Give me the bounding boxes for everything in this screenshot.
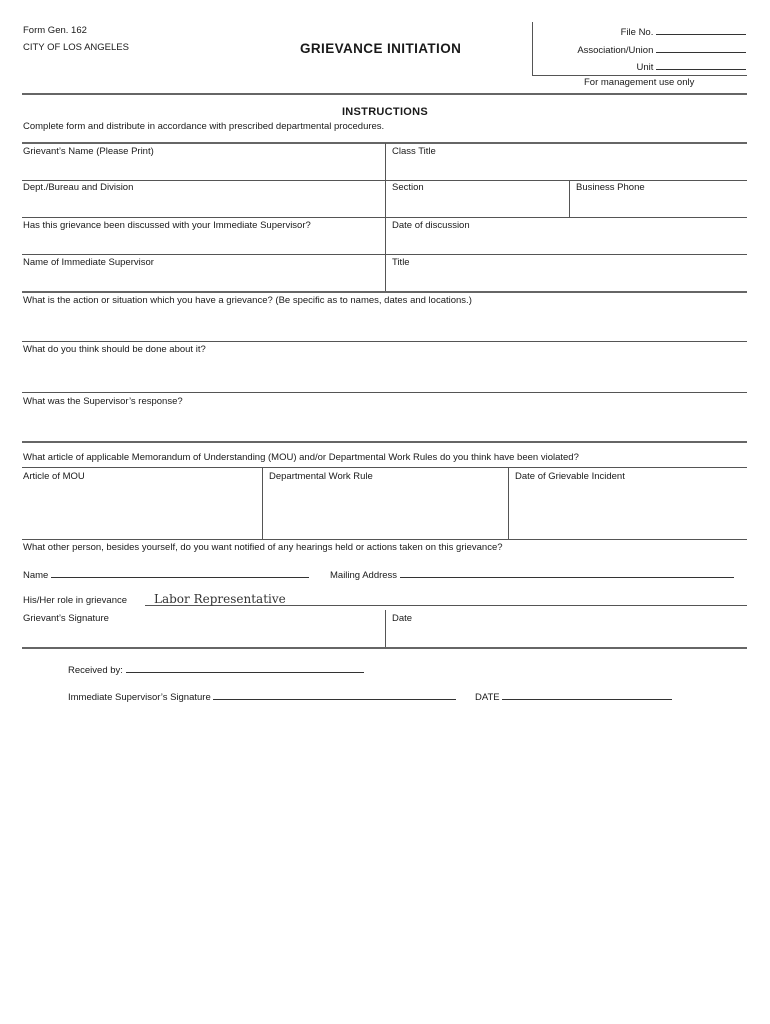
- header-divider: [22, 93, 747, 95]
- supervisor-response-question: What was the Supervisor’s response?: [23, 396, 183, 407]
- incident-date-field[interactable]: [515, 471, 743, 537]
- row4-rule: [22, 291, 747, 293]
- action-question: What is the action or situation which you have a grievance? (Be specific as to names, dates and locations.): [23, 295, 472, 306]
- work-rule-field[interactable]: [269, 471, 504, 537]
- file-no-line: [656, 34, 746, 35]
- footer-date-label: DATE: [475, 692, 500, 703]
- mou-divider-b: [508, 467, 509, 539]
- notify-name-field[interactable]: [23, 570, 309, 581]
- remedy-question: What do you think should be done about it?: [23, 344, 206, 355]
- signature-date-field[interactable]: [392, 613, 742, 647]
- notify-name-label: Name: [23, 570, 49, 581]
- section-label: Section: [392, 182, 424, 193]
- notify-name-line: [51, 577, 309, 578]
- row1-divider: [385, 143, 386, 180]
- signature-date-label: Date: [392, 613, 413, 624]
- received-by-field[interactable]: [68, 665, 364, 676]
- action-field[interactable]: [23, 295, 743, 339]
- page-title: GRIEVANCE INITIATION: [300, 41, 462, 56]
- mou-divider-a: [262, 467, 263, 539]
- mou-top-rule: [22, 467, 747, 468]
- business-phone-label: Business Phone: [576, 182, 645, 193]
- unit-field[interactable]: [636, 62, 746, 73]
- remedy-field[interactable]: [23, 344, 743, 390]
- supervisor-title-field[interactable]: [392, 257, 742, 289]
- notify-question: What other person, besides yourself, do you want notified of any hearings held or actions taken on this grievance?: [23, 542, 503, 553]
- role-input[interactable]: Labor Representative: [154, 592, 286, 606]
- dept-bureau-label: Dept./Bureau and Division: [23, 182, 134, 193]
- class-title-field[interactable]: [392, 146, 742, 178]
- supervisor-signature-field[interactable]: [68, 692, 456, 703]
- association-field[interactable]: [577, 45, 746, 56]
- row4-divider: [385, 254, 386, 291]
- discussion-date-label: Date of discussion: [392, 220, 470, 231]
- file-no-label: File No.: [620, 27, 654, 38]
- supervisor-name-label: Name of Immediate Supervisor: [23, 257, 154, 268]
- work-rule-label: Departmental Work Rule: [269, 471, 373, 482]
- row2-divider-b: [569, 180, 570, 217]
- class-title-label: Class Title: [392, 146, 436, 157]
- row2-divider-a: [385, 180, 386, 217]
- management-box-divider: [532, 22, 533, 75]
- grievant-name-field[interactable]: [23, 146, 383, 178]
- dept-bureau-field[interactable]: [23, 182, 383, 216]
- supervisor-signature-line: [213, 699, 456, 700]
- supervisor-name-field[interactable]: [23, 257, 383, 289]
- footer-date-field[interactable]: [475, 692, 672, 703]
- grievant-name-label: Grievant’s Name (Please Print): [23, 146, 154, 157]
- supervisor-signature-label: Immediate Supervisor’s Signature: [68, 692, 211, 703]
- instructions-title: INSTRUCTIONS: [341, 106, 429, 118]
- file-no-field[interactable]: [621, 27, 746, 38]
- incident-date-label: Date of Grievable Incident: [515, 471, 625, 482]
- signature-divider: [385, 610, 386, 648]
- association-label: Association/Union: [577, 45, 654, 56]
- discussed-question: Has this grievance been discussed with your Immediate Supervisor?: [23, 220, 311, 231]
- instructions-text: Complete form and distribute in accordance with prescribed departmental procedures.: [23, 121, 385, 132]
- association-line: [656, 52, 746, 53]
- grievant-signature-field[interactable]: [23, 613, 378, 647]
- unit-label: Unit: [636, 62, 654, 73]
- unit-line: [656, 69, 746, 70]
- discussion-date-field[interactable]: [392, 220, 742, 253]
- row3-divider: [385, 217, 386, 254]
- supervisor-title-label: Title: [392, 257, 410, 268]
- footer-date-line: [502, 699, 672, 700]
- discussed-field[interactable]: [23, 220, 383, 253]
- section-field[interactable]: [392, 182, 564, 216]
- grievant-signature-label: Grievant’s Signature: [23, 613, 109, 624]
- mailing-address-label: Mailing Address: [330, 570, 398, 581]
- received-by-label: Received by:: [68, 665, 123, 676]
- article-mou-label: Article of MOU: [23, 471, 85, 482]
- management-note: For management use only: [584, 77, 695, 88]
- mou-bottom-rule: [22, 539, 747, 540]
- remedy-rule: [22, 392, 747, 393]
- supervisor-response-field[interactable]: [23, 396, 743, 440]
- signature-rule: [22, 647, 747, 649]
- role-label: His/Her role in grievance: [23, 595, 128, 606]
- action-rule: [22, 341, 747, 342]
- form-number: Form Gen. 162: [23, 25, 87, 36]
- mailing-address-line: [400, 577, 734, 578]
- city-name: CITY OF LOS ANGELES: [23, 42, 129, 53]
- mou-question: What article of applicable Memorandum of Understanding (MOU) and/or Departmental Work Rules do you think have been violated?: [23, 452, 579, 463]
- response-rule: [22, 441, 747, 443]
- article-mou-field[interactable]: [23, 471, 258, 537]
- mailing-address-field[interactable]: [330, 570, 734, 581]
- business-phone-field[interactable]: [576, 182, 744, 216]
- management-box-rule: [532, 75, 747, 76]
- received-by-line: [126, 672, 364, 673]
